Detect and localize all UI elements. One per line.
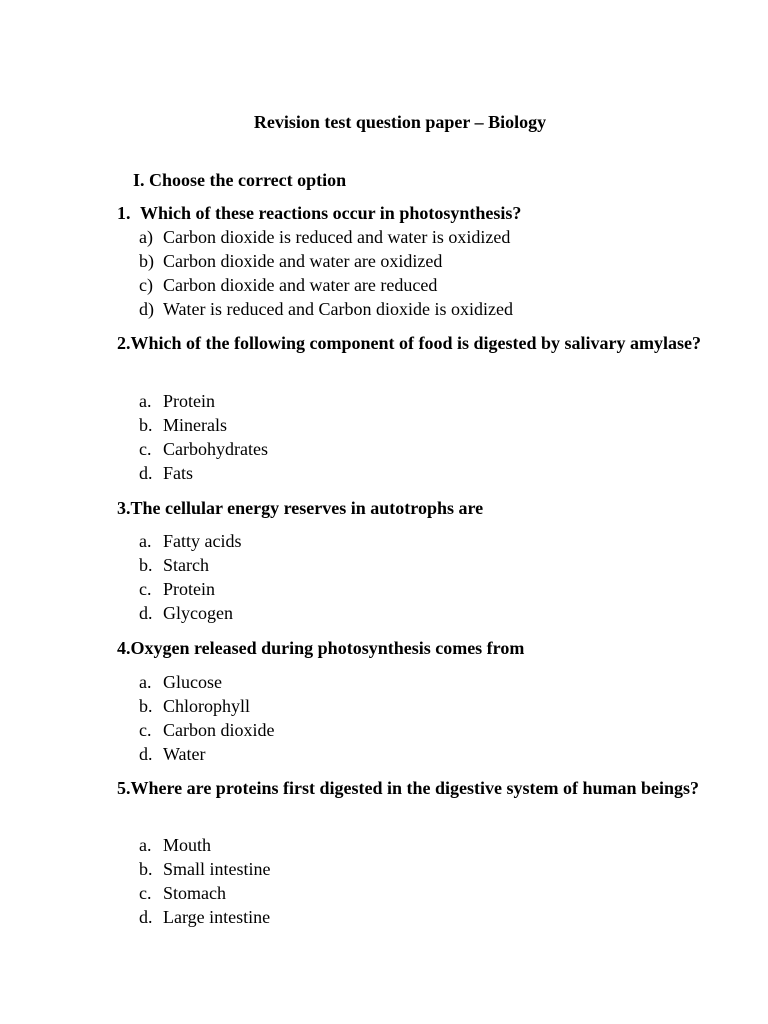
option-letter: c. xyxy=(139,720,152,740)
option-item xyxy=(139,601,242,625)
option-text: Protein xyxy=(163,391,215,411)
option-item xyxy=(139,905,271,929)
option-item xyxy=(139,718,274,742)
question-2: 2.Which of the following component of food is digested by salivary amylase? xyxy=(117,333,702,353)
option-item xyxy=(139,297,513,321)
option-text: Fats xyxy=(163,463,194,483)
option-text: Small intestine xyxy=(163,859,271,879)
option-item xyxy=(139,670,274,694)
question-1 xyxy=(117,201,717,226)
option-letter: b. xyxy=(139,696,153,716)
option-letter: a. xyxy=(139,835,152,855)
option-item xyxy=(139,742,274,766)
option-text: Carbon dioxide and water are reduced xyxy=(163,275,438,295)
question-2-options xyxy=(139,389,268,485)
option-text: Carbohydrates xyxy=(163,439,268,459)
question-1-text: Which of these reactions occur in photosynthesis? xyxy=(140,203,522,223)
option-text: Stomach xyxy=(163,883,226,903)
option-text: Glucose xyxy=(163,672,222,692)
option-letter: c. xyxy=(139,439,152,459)
option-letter: d. xyxy=(139,744,153,764)
question-5: 5.Where are proteins first digested in the digestive system of human beings? xyxy=(117,778,699,798)
option-item xyxy=(139,857,271,881)
option-item xyxy=(139,413,268,437)
option-letter: a. xyxy=(139,531,152,551)
option-item xyxy=(139,225,513,249)
question-4-options xyxy=(139,670,274,766)
question-5-options xyxy=(139,833,271,929)
option-item xyxy=(139,273,513,297)
option-item xyxy=(139,529,242,553)
option-item xyxy=(139,249,513,273)
option-text: Carbon dioxide xyxy=(163,720,275,740)
option-letter: b. xyxy=(139,555,153,575)
option-text: Minerals xyxy=(163,415,227,435)
option-text: Water is reduced and Carbon dioxide is oxidized xyxy=(163,299,513,319)
option-text: Chlorophyll xyxy=(163,696,251,716)
option-text: Fatty acids xyxy=(163,531,242,551)
question-3-options xyxy=(139,529,242,625)
option-letter: b) xyxy=(139,251,154,271)
option-letter: c. xyxy=(139,883,152,903)
option-letter: d. xyxy=(139,907,153,927)
option-letter: a. xyxy=(139,391,152,411)
question-3: 3.The cellular energy reserves in autotrophs are xyxy=(117,498,484,518)
option-item xyxy=(139,881,271,905)
option-letter: a. xyxy=(139,672,152,692)
option-letter: c. xyxy=(139,579,152,599)
question-4: 4.Oxygen released during photosynthesis comes from xyxy=(117,638,525,658)
option-letter: b. xyxy=(139,859,153,879)
option-item xyxy=(139,694,274,718)
option-text: Carbon dioxide and water are oxidized xyxy=(163,251,443,271)
question-1-options xyxy=(139,225,513,321)
option-text: Starch xyxy=(163,555,209,575)
option-letter: d. xyxy=(139,603,153,623)
option-letter: d) xyxy=(139,299,154,319)
option-item xyxy=(139,389,268,413)
section-heading: I. Choose the correct option xyxy=(133,170,347,190)
option-text: Large intestine xyxy=(163,907,271,927)
option-letter: a) xyxy=(139,227,153,247)
option-letter: b. xyxy=(139,415,153,435)
option-item xyxy=(139,437,268,461)
option-text: Water xyxy=(163,744,206,764)
option-text: Carbon dioxide is reduced and water is oxidized xyxy=(163,227,511,247)
option-letter: c) xyxy=(139,275,153,295)
page-title: Revision test question paper – Biology xyxy=(253,112,547,132)
option-letter: d. xyxy=(139,463,153,483)
option-item xyxy=(139,833,271,857)
option-text: Mouth xyxy=(163,835,212,855)
question-1-number: 1. xyxy=(117,203,131,223)
option-text: Glycogen xyxy=(163,603,233,623)
option-text: Protein xyxy=(163,579,215,599)
option-item xyxy=(139,461,268,485)
option-item xyxy=(139,553,242,577)
option-item xyxy=(139,577,242,601)
